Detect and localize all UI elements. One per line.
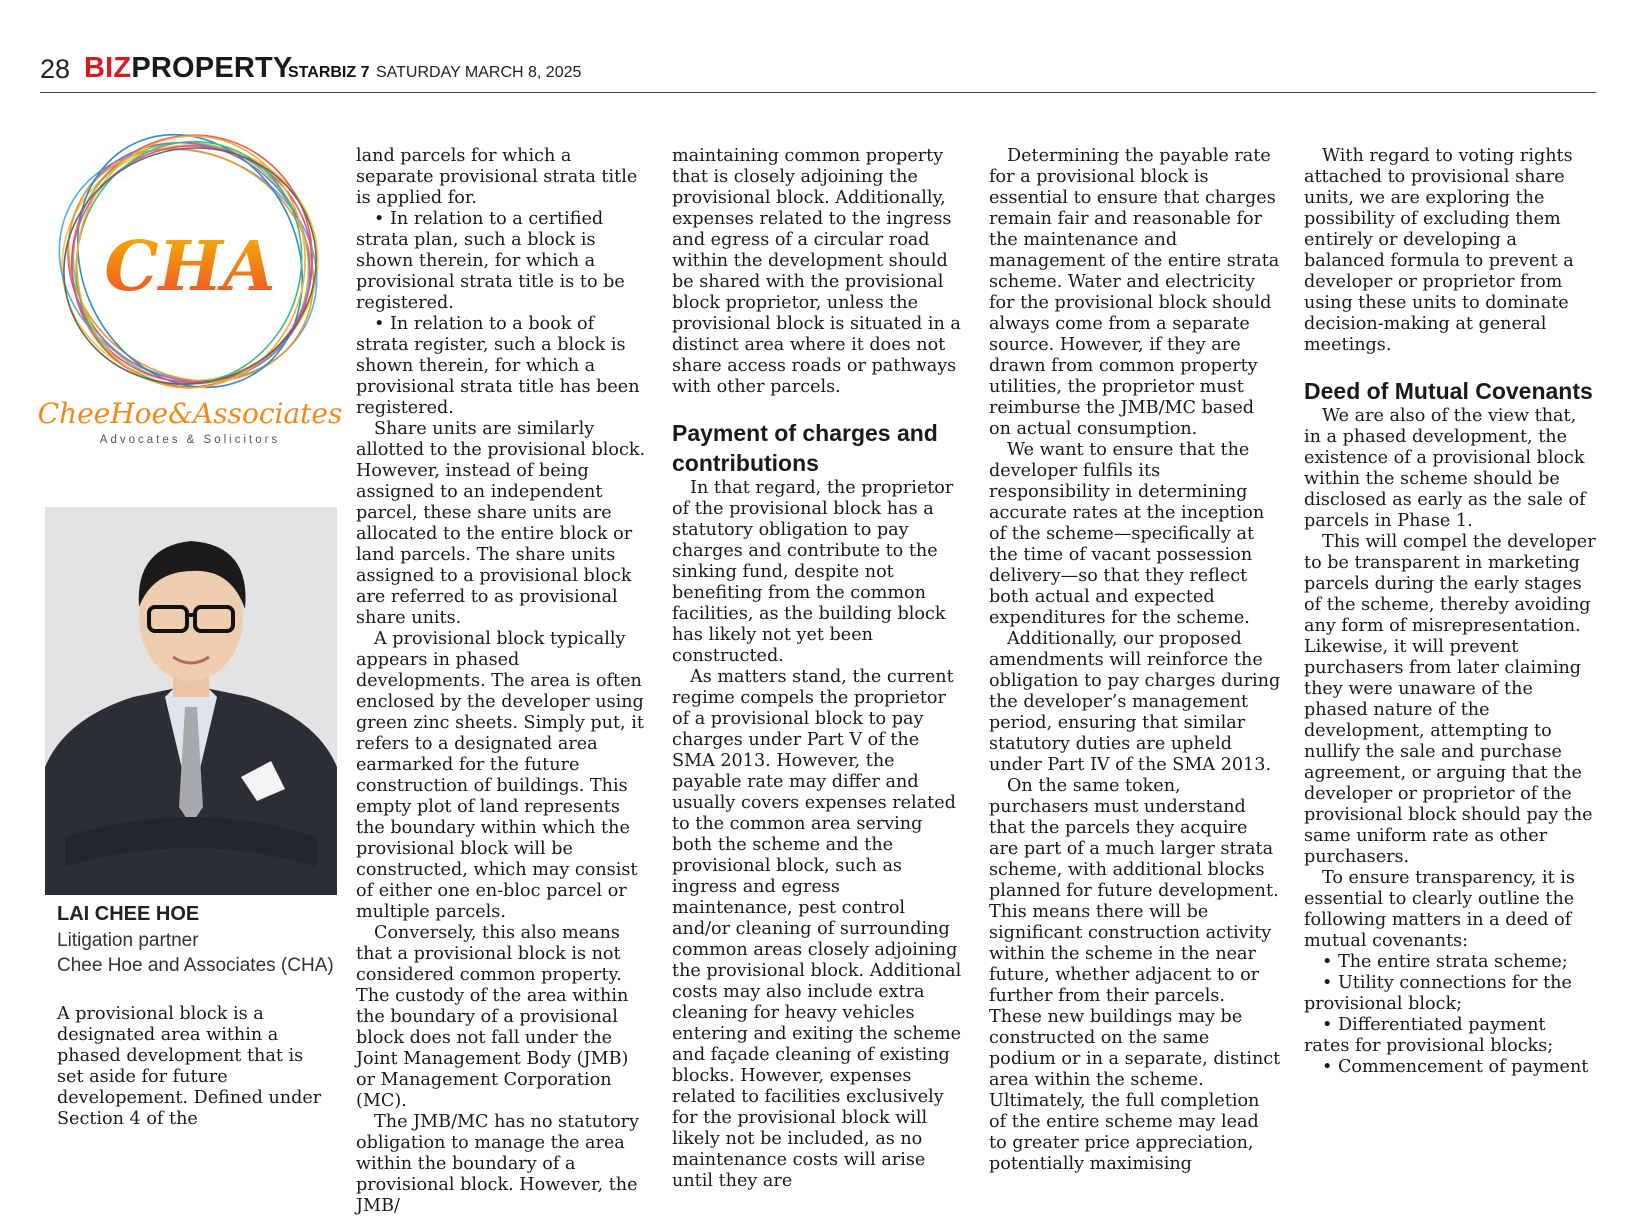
article-paragraph: Additionally, our proposed amendments will reinforce the obligation to pay charges during the developer’s management period, ensuring that similar statutory duties are upheld under Part IV of the SMA 2013. [989, 629, 1281, 775]
article-paragraph: • Differentiated payment rates for provisional blocks; [1304, 1015, 1554, 1056]
section-spacer [1304, 356, 1596, 376]
article-column-2 [356, 146, 648, 1216]
article-paragraph: As matters stand, the current regime compels the proprietor of a provisional block to pay charges under Part V of the SMA 2013. However, the payable rate may differ and usually covers expenses related to the common area serving both the scheme and the provisional block, such as ingress and egress maintenance, pest control and/or cleaning of surrounding common areas closely adjoining the provisional block. Additional costs may also include extra cleaning for heavy vehicles entering and exiting the scheme and façade cleaning of existing blocks. However, expenses related to facilities exclusively for the provisional block will likely not be included, as no maintenance costs will arise until they are [672, 667, 962, 1191]
article-paragraph: Share units are similarly allotted to the provisional block. However, instead of being assigned to an independent parcel, these share units are allocated to the entire block or land parcels. The share units assigned to a provisional block are referred to as provisional share units. [356, 419, 646, 628]
article-column-3 [672, 146, 964, 1191]
logo-firm-script: CheeHoe&Associates [37, 397, 343, 430]
article-paragraph: Determining the payable rate for a provisional block is essential to ensure that charges remain fair and reasonable for the maintenance and management of the entire strata scheme. Water and electricity for the provisional block should always come from a separate source. However, if they are drawn from common property utilities, the proprietor must reimburse the JMB/MC based on actual consumption. [989, 146, 1280, 439]
article-paragraph: We want to ensure that the developer fulfils its responsibility in determining accurate rates at the inception of the scheme—specifically at the time of vacant possession delivery—so that they reflect both actual and expected expenditures for the scheme. [989, 440, 1265, 628]
article-paragraph: To ensure transparency, it is essential to clearly outline the following matters in a deed of mutual covenants: [1304, 868, 1575, 951]
article-paragraph: • The entire strata scheme; [1322, 952, 1568, 972]
article-paragraph: A provisional block typically appears in phased developments. The area is often enclosed by the developer using green zinc sheets. Simply put, it refers to a designated area earmarked for the future construction of buildings. This empty plot of land represents the boundary within which the provisional block will be constructed, which may consist of either one en-bloc parcel or multiple parcels. [356, 629, 644, 922]
author-name: LAI CHEE HOE [57, 903, 200, 925]
firm-logo [37, 125, 343, 460]
masthead-rule [40, 92, 1596, 93]
logo-tagline: Advocates & Solicitors [99, 434, 281, 446]
logo-graphic [37, 125, 343, 460]
article-paragraph: • In relation to a certified strata plan, such a block is shown therein, for which a provisional strata title is to be registered. [356, 209, 625, 313]
author-photo [45, 507, 337, 895]
article-paragraph: maintaining common property that is closely adjoining the provisional block. Additionally, expenses related to the ingress and egress of a circular road within the development should be shared with the provisional block proprietor, unless the provisional block is situated in a distinct area where it does not share access roads or pathways with other parcels. [672, 146, 961, 397]
article-paragraph: • Commencement of payment [1322, 1057, 1589, 1077]
article-paragraph: land parcels for which a separate provisional strata title is applied for. [356, 146, 638, 208]
article-column-4 [989, 146, 1281, 1174]
section-spacer [672, 398, 964, 418]
article-paragraph: On the same token, purchasers must understand that the parcels they acquire are part of a much larger strata scheme, with additional blocks planned for future development. This means there will be significant construction activity within the scheme in the near future, whether adjacent to or further from their parcels. These new buildings may be constructed on the same podium or in a separate, distinct area within the scheme. Ultimately, the full completion of the entire scheme may lead to greater price appreciation, potentially maximising [989, 776, 1281, 1174]
masthead [40, 50, 1596, 94]
section-heading: Payment of charges and contributions [672, 420, 938, 476]
section-title-biz: BIZ [84, 52, 132, 84]
article-paragraph: With regard to voting rights attached to provisional share units, we are exploring the possibility of excluding them entirely or developing a balanced formula to prevent a developer or proprietor from using these units to dominate decision-making at general meetings. [1304, 146, 1574, 355]
article-paragraph: We are also of the view that, in a phased development, the existence of a provisional block within the scheme should be disclosed as early as the sale of parcels in Phase 1. [1304, 406, 1586, 531]
article-paragraph: • Utility connections for the provisional block; [1304, 973, 1572, 1014]
article-paragraph: This will compel the developer to be transparent in marketing parcels during the early stages of the scheme, thereby avoiding any form of misrepresentation. Likewise, it will prevent purchasers from later claiming they were unaware of the phased nature of the development, attempting to nullify the sale and purchase agreement, or arguing that the developer or proprietor of the provisional block should pay the same uniform rate as other purchasers. [1304, 532, 1596, 867]
author-firm: Chee Hoe and Associates (CHA) [57, 955, 334, 976]
section-heading: Deed of Mutual Covenants [1304, 378, 1593, 404]
section-title [84, 52, 292, 85]
article-column-1 [57, 1004, 327, 1129]
article-paragraph: The JMB/MC has no statutory obligation to manage the area within the boundary of a provisional block. However, the JMB/ [356, 1112, 640, 1216]
article-paragraph: Conversely, this also means that a provisional block is not considered common property. The custody of the area within the boundary of a provisional block does not fall under the Joint Management Body (JMB) or Management Corporation (MC). [356, 923, 629, 1111]
publication-name: STARBIZ 7 [288, 64, 370, 81]
article-paragraph: In that regard, the proprietor of the provisional block has a statutory obligation to pay charges and contribute to the sinking fund, despite not benefiting from the common facilities, as the building block has likely not yet been constructed. [672, 478, 954, 666]
article-paragraph: • In relation to a book of strata register, such a block is shown therein, for which a provisional strata title has been registered. [356, 314, 640, 418]
logo-monogram: CHA [104, 227, 276, 307]
article-column-5 [1304, 146, 1596, 1102]
author-portrait-graphic [45, 507, 337, 895]
page-number: 28 [40, 54, 71, 84]
issue-date: SATURDAY MARCH 8, 2025 [376, 64, 582, 81]
section-title-property: PROPERTY [131, 52, 293, 84]
article-paragraph: A provisional block is a designated area within a phased development that is set aside for future developement. Defined under Section 4 of the [57, 1004, 322, 1129]
author-role: Litigation partner [57, 930, 199, 951]
